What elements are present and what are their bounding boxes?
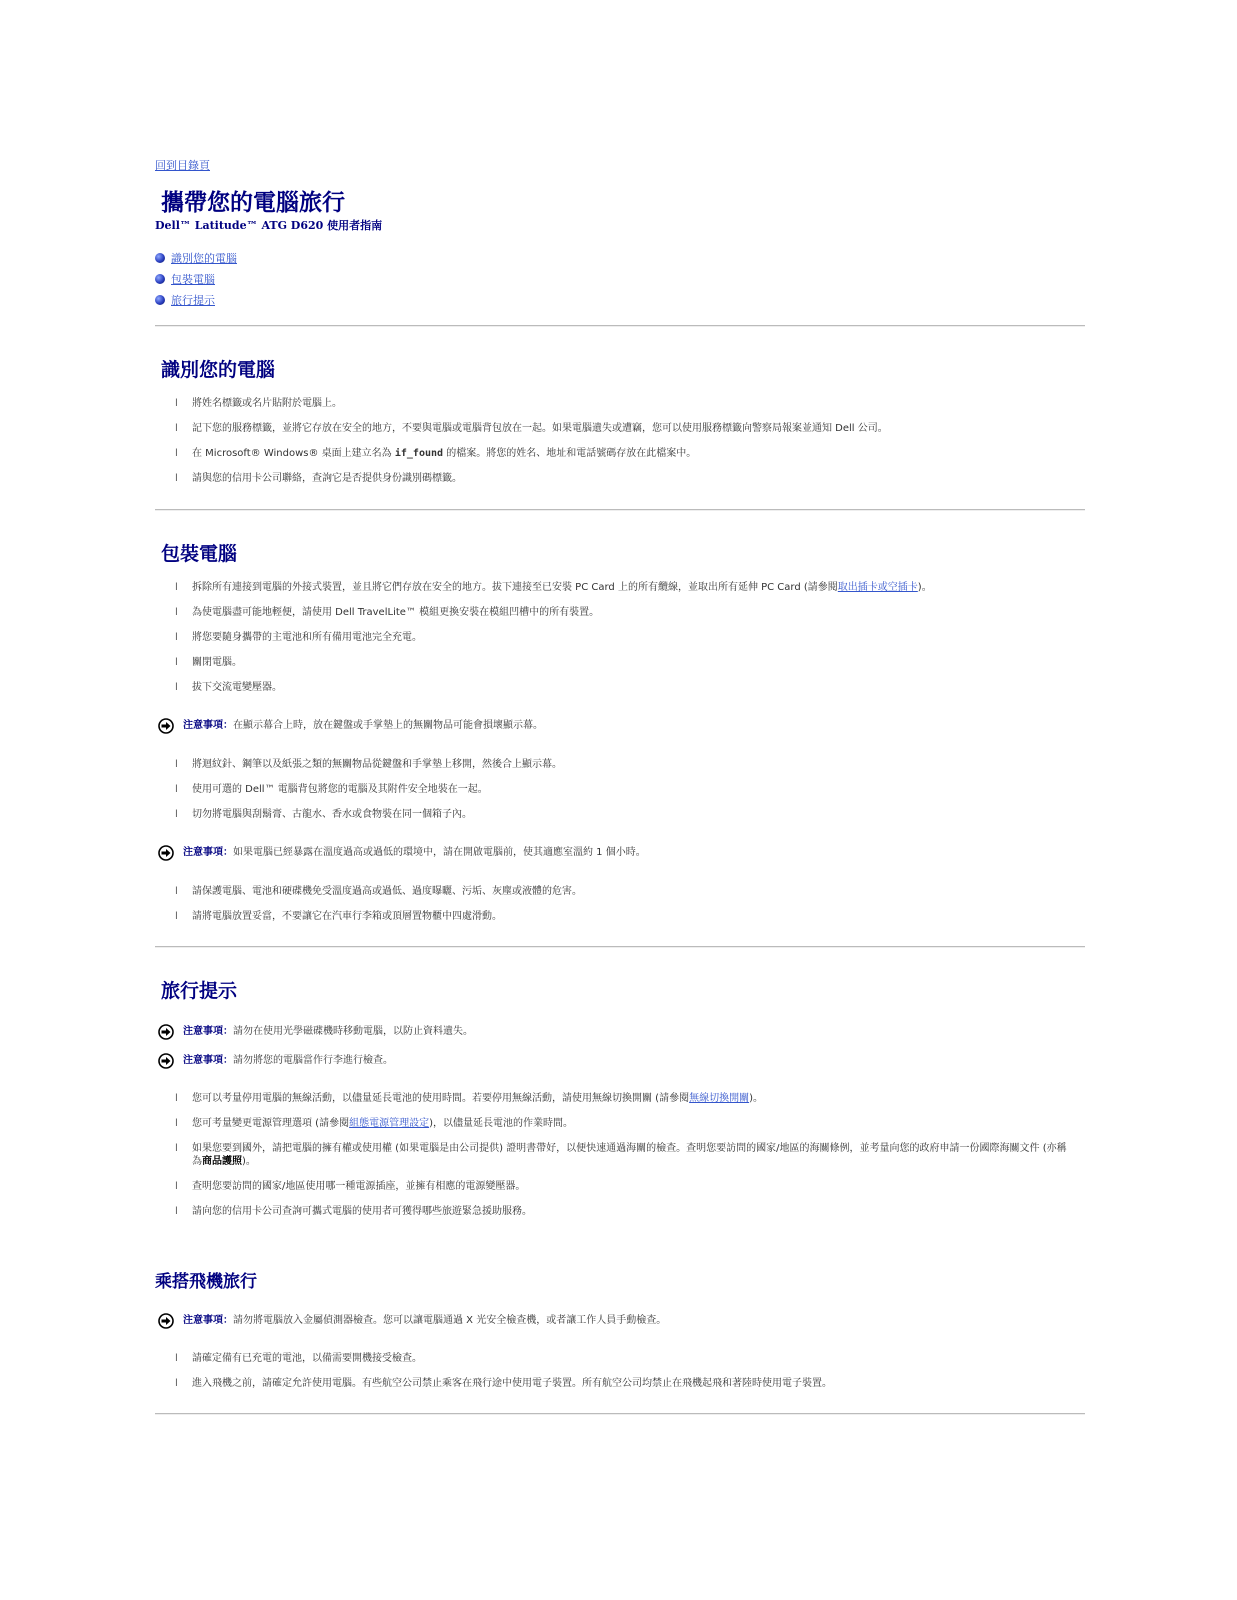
list-item: l 拔下交流電變壓器。	[175, 682, 282, 693]
list-item: l 使用可選的 Dell™ 電腦背包將您的電腦及其附件安全地裝在一起。	[175, 784, 488, 795]
power-settings-link[interactable]: 組態電源管理設定	[349, 1118, 430, 1129]
bullet-icon	[155, 274, 165, 284]
list-item: l 請向您的信用卡公司查詢可攜式電腦的使用者可獲得哪些旅遊緊急援助服務。	[175, 1206, 532, 1217]
list-item: l 在 Microsoft® Windows® 桌面上建立名為 if_found 的檔案。將您的姓名、地址和電話號碼存放在此檔案中。	[175, 448, 697, 459]
table-of-contents	[155, 247, 237, 310]
section-heading-identify: 識別您的電腦	[161, 359, 276, 381]
page-title: 攜帶您的電腦旅行	[161, 190, 345, 216]
packing-list-b	[175, 758, 1075, 821]
notice-arrow-icon	[158, 1053, 174, 1069]
list-item: l 進入飛機之前，請確定允許使用電腦。有些航空公司禁止乘客在飛行途中使用電子裝置。所有航空公司均禁止在飛機起飛和著陸時使用電子裝置。	[175, 1378, 832, 1389]
toc-link-travel-tips[interactable]: 旅行提示	[171, 293, 215, 307]
toc-link-identify[interactable]: 識別您的電腦	[171, 251, 237, 265]
page-subtitle: Dell™ Latitude™ ATG D620 使用者指南	[155, 219, 383, 232]
list-item: l 記下您的服務標籤，並將它存放在安全的地方，不要與電腦或電腦背包放在一起。如果電腦遺失或遭竊，您可以使用服務標籤向警察局報案並通知 Dell 公司。	[175, 423, 888, 434]
notice-arrow-icon	[158, 845, 174, 861]
list-item: l 將您要隨身攜帶的主電池和所有備用電池完全充電。	[175, 632, 422, 643]
toc-item	[155, 247, 237, 268]
identify-list	[175, 397, 1075, 485]
section-heading-travel-tips: 旅行提示	[161, 980, 238, 1002]
notice-arrow-icon	[158, 1313, 174, 1329]
notice-box: 注意事項：在顯示幕合上時，放在鍵盤或手掌墊上的無關物品可能會損壞顯示幕。	[158, 716, 1058, 734]
remove-card-link[interactable]: 取出插卡或空插卡	[837, 582, 918, 593]
packing-list-c	[175, 885, 1075, 923]
packing-list-a	[175, 581, 1075, 694]
divider	[155, 325, 1085, 327]
section-heading-packing: 包裝電腦	[161, 543, 238, 565]
list-item: l 切勿將電腦與刮鬍膏、古龍水、香水或食物裝在同一個箱子內。	[175, 809, 472, 820]
back-to-contents-link[interactable]: 回到目錄頁	[155, 159, 210, 172]
notice-arrow-icon	[158, 718, 174, 734]
list-item: l 關閉電腦。	[175, 657, 242, 668]
toc-link-packing[interactable]: 包裝電腦	[171, 272, 215, 286]
list-item: l 您可以考量停用電腦的無線活動，以儘量延長電池的使用時間。若要停用無線活動，請使用無線切換開關 (請參閱無線切換開關)。	[175, 1093, 763, 1104]
divider	[155, 1413, 1085, 1415]
list-item: l 請確定備有已充電的電池，以備需要開機接受檢查。	[175, 1353, 422, 1364]
section-heading-air-travel: 乘搭飛機旅行	[155, 1272, 257, 1292]
list-item: l 將迴紋針、鋼筆以及紙張之類的無關物品從鍵盤和手掌墊上移開，然後合上顯示幕。	[175, 759, 562, 770]
filename: if_found	[394, 448, 444, 459]
travel-list	[175, 1092, 1075, 1218]
list-item: l 拆除所有連接到電腦的外接式裝置，並且將它們存放在安全的地方。拔下連接至已安裝 PC Card 上的所有纜線，並取出所有延伸 PC Card (請參閱取出插卡或空插卡)。	[175, 582, 932, 593]
list-item: l 如果您要到國外，請把電腦的擁有權或使用權 (如果電腦是由公司提供) 證明書帶好，以便快速通過海關的檢查。查明您要訪問的國家/地區的海關條例，並考量向您的政府申請一份國際海關文件 (亦稱為商品護照)。	[175, 1143, 1067, 1167]
wireless-switch-link[interactable]: 無線切換開關	[689, 1093, 750, 1104]
notice-box: 注意事項：如果電腦已經暴露在溫度過高或過低的環境中，請在開啟電腦前，使其適應室溫約 1 個小時。	[158, 843, 1058, 861]
notice-box: 注意事項：請勿在使用光學磁碟機時移動電腦，以防止資料遺失。	[158, 1022, 1058, 1040]
divider	[155, 946, 1085, 948]
list-item: l 您可考量變更電源管理選項 (請參閱組態電源管理設定)，以儘量延長電池的作業時間。	[175, 1118, 573, 1129]
air-travel-list	[175, 1352, 1075, 1390]
bullet-icon	[155, 295, 165, 305]
list-item: l 請保護電腦、電池和硬碟機免受溫度過高或過低、過度曝曬、污垢、灰塵或液體的危害。	[175, 886, 582, 897]
list-item: l 將姓名標籤或名片貼附於電腦上。	[175, 398, 342, 409]
notice-box: 注意事項：請勿將電腦放入金屬偵測器檢查。您可以讓電腦通過 X 光安全檢查機，或者讓工作人員手動檢查。	[158, 1311, 1058, 1329]
list-item: l 為使電腦盡可能地輕便，請使用 Dell TravelLite™ 模組更換安裝在模組凹槽中的所有裝置。	[175, 607, 600, 618]
list-item: l 請將電腦放置妥當，不要讓它在汽車行李箱或頂層置物櫃中四處滑動。	[175, 911, 502, 922]
divider	[155, 509, 1085, 511]
toc-item	[155, 289, 237, 310]
list-item: l 查明您要訪問的國家/地區使用哪一種電源插座，並擁有相應的電源變壓器。	[175, 1181, 526, 1192]
bullet-icon	[155, 253, 165, 263]
notice-box: 注意事項：請勿將您的電腦當作行李進行檢查。	[158, 1051, 1058, 1069]
toc-item	[155, 268, 237, 289]
notice-arrow-icon	[158, 1024, 174, 1040]
list-item: l 請與您的信用卡公司聯絡，查詢它是否提供身份識別碼標籤。	[175, 473, 462, 484]
